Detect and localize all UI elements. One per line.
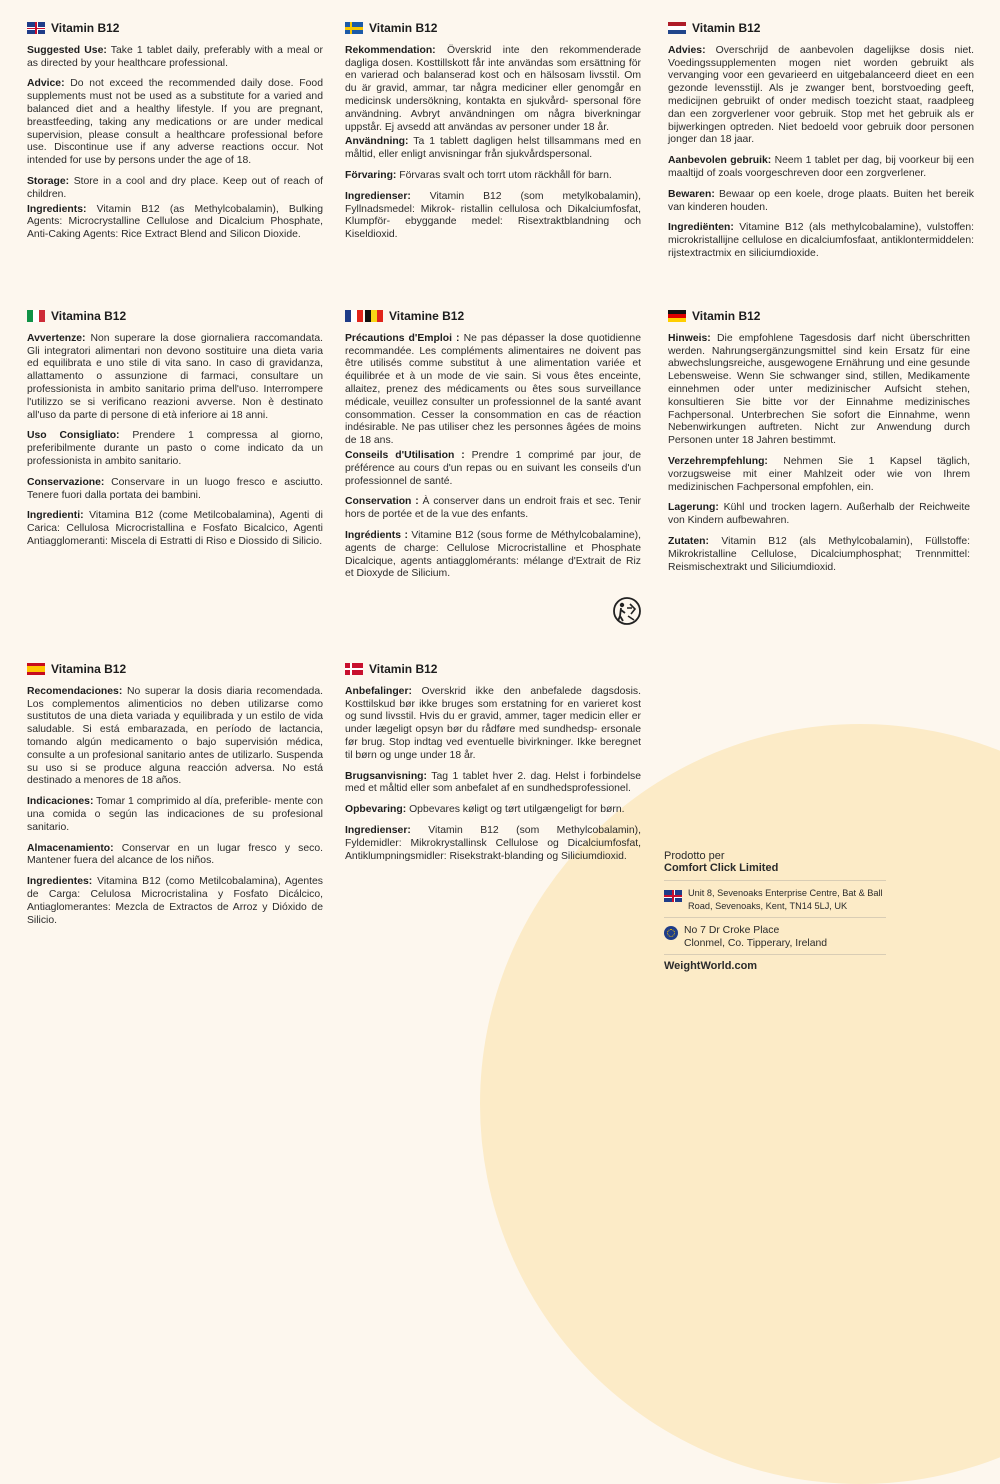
- almacenamiento: Almacenamiento: Conservar en un lugar fresco y seco. Mantener fuera del alcance de los niños.: [27, 842, 323, 867]
- rekommendation: Rekommendation: Överskrid inte den rekommenderade dagliga dosen. Kosttillskott får inte användas som ersättning för en varierad och balanserad kost och en hälsosam livsstil. Om du är gravid, ammar, tar några mediciner eller genomgår en medicinsk undersökning, kontakta en sjukvård- spersonal före användning. Avbryt användningen om några biverkningar uppstår. Ej avsedd att användas av personer under 18 år.: [345, 44, 641, 133]
- verzehrempfehlung: Verzehrempfehlung: Nehmen Sie 1 Kapsel täglich, vorzugsweise mit einer Mahlzeit oder wie von Ihrem medizinischen Fachpersonal empfohlen, ein.: [668, 455, 970, 493]
- header-italian: [27, 310, 323, 323]
- france-flag-icon: [345, 310, 363, 322]
- belgium-flag-icon: [365, 310, 383, 322]
- storage: Storage: Store in a cool and dry place. Keep out of reach of children.: [27, 175, 323, 200]
- header-german: [668, 310, 970, 323]
- section-french: [345, 310, 641, 589]
- website: WeightWorld.com: [664, 954, 886, 972]
- producer-label: Prodotto per: [664, 850, 725, 862]
- lagerung: Lagerung: Kühl und trocken lagern. Außerhalb der Reichweite von Kindern aufbewahren.: [668, 502, 970, 527]
- producer-company: Comfort Click Limited: [664, 862, 779, 874]
- section-danish: [345, 663, 641, 871]
- eu-address-line2: Clonmel, Co. Tipperary, Ireland: [684, 938, 828, 949]
- header-french: [345, 310, 641, 323]
- title-english: Vitamin B12: [51, 21, 120, 35]
- eu-address: [684, 924, 827, 950]
- italy-flag-icon: [27, 310, 45, 322]
- title-swedish: Vitamin B12: [369, 21, 438, 35]
- conseils-utilisation: Conseils d'Utilisation : Prendre 1 comprimé par jour, de préférence au cours d'un repas ou en suivant les conseils d'un professionnel de santé.: [345, 449, 641, 487]
- producer-info: [664, 850, 886, 972]
- title-spanish: Vitamina B12: [51, 662, 127, 676]
- section-spanish: [27, 663, 323, 935]
- anbefalinger: Anbefalinger: Overskrid ikke den anbefalede dagsdosis. Kosttilskud bør ikke bruges som erstatning for en varieret kost og sund livsstil. Hvis du er gravid, ammer, tager medicin eller er under lægeligt opsyn bør du rådføre med sundhedsp- ersonale før brug. Stop indtag ved eventuelle bivirkninger. Ikke beregnet til børn og unge under 18 år.: [345, 685, 641, 761]
- section-dutch: [668, 22, 974, 269]
- zutaten: Zutaten: Vitamin B12 (als Methylcobalamin), Füllstoffe: Mikrokristalline Cellulose, Dicalciumphosphat; Trennmittel: Reismischextrakt und Siliciumdioxid.: [668, 535, 970, 573]
- section-italian: [27, 310, 323, 557]
- uk-address: Unit 8, Sevenoaks Enterprise Centre, Bat & Ball Road, Sevenoaks, Kent, TN14 5LJ, UK: [688, 888, 883, 911]
- title-french: Vitamine B12: [389, 309, 465, 323]
- uso-consigliato: Uso Consigliato: Prendere 1 compressa al giorno, preferibilmente durante un pasto o come indicato da un professionista in ambito sanitario.: [27, 430, 323, 467]
- section-german: [668, 310, 970, 582]
- header-danish: [345, 663, 641, 676]
- ingredients-fr: Ingrédients : Vitamine B12 (sous forme de Méthylcobalamine), agents de charge: Cellulose Microcristalline et Phosphate Dicalcique, agents antiagglomérants: mélange d'Extrait de Riz et Dioxyde de Silicium.: [345, 529, 641, 580]
- header-spanish: [27, 663, 323, 676]
- indicaciones: Indicaciones: Tomar 1 comprimido al día, preferible- mente con una comida o según las indicaciones de su profesional sanitario.: [27, 796, 323, 833]
- bewaren: Bewaren: Bewaar op een koele, droge plaats. Buiten het bereik van kinderen houden.: [668, 188, 974, 213]
- netherlands-flag-icon: [668, 22, 686, 34]
- title-danish: Vitamin B12: [369, 662, 438, 676]
- recomendaciones: Recomendaciones: No superar la dosis diaria recomendada. Los complementos alimenticios no deben utilizarse como sustitutos de una dieta variada y equilibrada y un estilo de vida saludable. Si está embarazada, en período de lactancia, tomando algún medicamento o bajo supervisión médica, consulte a un profesional sanitario antes de utilizarlo. Suspenda su uso si se produce alguna reacción adversa. No está destinado a menores de 18 años.: [27, 685, 323, 787]
- uk-address-block: [664, 880, 886, 917]
- sweden-flag-icon: [345, 22, 363, 34]
- ingredienser-da: Ingredienser: Vitamin B12 (som Methylcobalamin), Fyldemidler: Mikrokrystallinsk Cellulose og Dicalciumfosfat, Antiklumpningsmidler: Risekstrakt-blanding og Siliciumdioxid.: [345, 824, 641, 862]
- eu-address-line1: No 7 Dr Croke Place: [684, 925, 780, 936]
- header-dutch: [668, 22, 974, 35]
- opbevaring: Opbevaring: Opbevares køligt og tørt utilgængeligt for børn.: [345, 804, 625, 816]
- brugsanvisning: Brugsanvisning: Tag 1 tablet hver 2. dag. Helst i forbindelse med et måltid eller som anbefalet af en sundhedsprofessionel.: [345, 770, 641, 795]
- section-english: [27, 22, 323, 250]
- suggested-use: Suggested Use: Take 1 tablet daily, preferably with a meal or as directed by your healthcare professional.: [27, 44, 323, 69]
- ingredientes-es: Ingredientes: Vitamina B12 (como Metilcobalamina), Agentes de Carga: Celulosa Microcristalina y Fosfato Dicálcico, Antiaglomerantes: Mezcla de Extractos de Arroz y Dióxido de Silicio.: [27, 876, 323, 926]
- uk-flag-icon: [664, 890, 682, 902]
- advice: Advice: Do not exceed the recommended daily dose. Food supplements must not be used as a substitute for a varied and balanced diet and a healthy lifestyle. If you are pregnant, breastfeeding, taking any medications or are under medical supervision, please consult a healthcare professional before use. Discontinue use if any adverse reactions occur. Not intended for use by persons under the age of 18.: [27, 78, 323, 167]
- header-english: [27, 22, 323, 35]
- denmark-flag-icon: [345, 663, 363, 675]
- ingredienser-sv: Ingredienser: Vitamin B12 (som metylkobalamin), Fyllnadsmedel: Mikrok- ristallin cellulosa och Dikalciumfosfat, Klumpför- ebyggande medel: Risextraktblandning och Kiseldioxid.: [345, 190, 641, 241]
- conservation-fr: Conservation : À conserver dans un endroit frais et sec. Tenir hors de portée et de la vue des enfants.: [345, 496, 642, 521]
- hinweis: Hinweis: Die empfohlene Tagesdosis darf nicht überschritten werden. Nahrungsergänzungsmittel sind kein Ersatz für eine abwechslungsreiche, ausgewogene Ernährung und eine gesunde Lebensweise. Wenn Sie schwanger sind, stillen, Medikamente einnehmen oder unter medizinischer Aufsicht stehen, konsultieren Sie bitte vor der Einnahme medizinisches Fachpersonal. Unterbrechen Sie sofort die Einnahme, wenn Nebenwirkungen auftreten. Nicht zur Anwendung durch Personen unter 18 Jahren bestimmt.: [668, 332, 970, 447]
- triman-recycle-icon: [612, 596, 642, 626]
- ingredienten-nl: Ingrediënten: Vitamine B12 (als methylcobalamine), vulstoffen: microkristallijne cellulose en dicalciumfosfaat, antiklontermiddelen: rijstextractmix en siliciumdioxide.: [668, 222, 974, 259]
- aanbevolen-gebruik: Aanbevolen gebruik: Neem 1 tablet per dag, bij voorkeur bij een maaltijd of zoals voorgeschreven door een zorgverlener.: [668, 155, 974, 179]
- header-swedish: [345, 22, 641, 35]
- eu-flag-icon: [664, 926, 678, 940]
- section-swedish: [345, 22, 641, 250]
- title-italian: Vitamina B12: [51, 309, 127, 323]
- precautions-emploi: Précautions d'Emploi : Ne pas dépasser la dose quotidienne recommandée. Les compléments alimentaires ne doivent pas être utilisés comme substitut à une alimentation variée et équilibrée et à un mode de vie sain. Si vous êtes enceinte, allaitez, prenez des médicaments ou êtes sous surveillance médicale, veuillez consulter un professionnel de la santé avant consommation. Cesser la consommation en cas de réaction indésirable. Ne pas utiliser chez les personnes âgées de moins de 18 ans.: [345, 332, 641, 447]
- ingredienti-it: Ingredienti: Vitamina B12 (come Metilcobalamina), Agenti di Carica: Cellulosa Microcristallina e Fosfato Bicalcico, Agenti Antiagglomeranti: Miscela di Estratti di Riso e Diossido di Silicio.: [27, 510, 323, 547]
- spain-flag-icon: [27, 663, 45, 675]
- eu-address-block: [664, 917, 886, 954]
- anvandning: Användning: Ta 1 tablett dagligen helst tillsammans med en måltid, eller enligt anvisningar från sjukvårdspersonal.: [345, 136, 641, 161]
- avvertenze: Avvertenze: Non superare la dose giornaliera raccomandata. Gli integratori alimentari non devono sostituire una dieta varia ed equilibrata e uno stile di vita sano. In caso di gravidanza, allattamento o assunzione di farmaci, consultare un professionista in ambito sanitario prima dell'uso. Interrompere l'utilizzo se si verificano reazioni avverse. Non è destinato all'uso da parte di persone di età inferiore ai 18 anni.: [27, 332, 323, 421]
- conservazione: Conservazione: Conservare in un luogo fresco e asciutto. Tenere fuori dalla portata dei bambini.: [27, 476, 323, 501]
- ingredients: Ingredients: Vitamin B12 (as Methylcobalamin), Bulking Agents: Microcrystalline Cellulose and Dicalcium Phosphate, Anti-Caking Agents: Rice Extract Blend and Silicon Dioxide.: [27, 203, 323, 241]
- uk-flag-icon: [27, 22, 45, 34]
- forvaring: Förvaring: Förvaras svalt och torrt utom räckhåll för barn.: [345, 169, 612, 181]
- title-german: Vitamin B12: [692, 309, 761, 323]
- germany-flag-icon: [668, 310, 686, 322]
- title-dutch: Vitamin B12: [692, 21, 761, 35]
- advies: Advies: Overschrijd de aanbevolen dagelijkse dosis niet. Voedingssupplementen mogen niet worden gebruikt als vervanging voor een gevarieerd en uitgebalanceerd dieet en een gezonde levensstijl. Als je zwanger bent, borstvoeding geeft, medicijnen gebruikt of onder medisch toezicht staat, raadpleeg dan een zorgverlener voor gebruik. Stop met het gebruik als er bijwerkingen optreden. Niet bedoeld voor gebruik door personen jonger dan 18 jaar.: [668, 44, 974, 146]
